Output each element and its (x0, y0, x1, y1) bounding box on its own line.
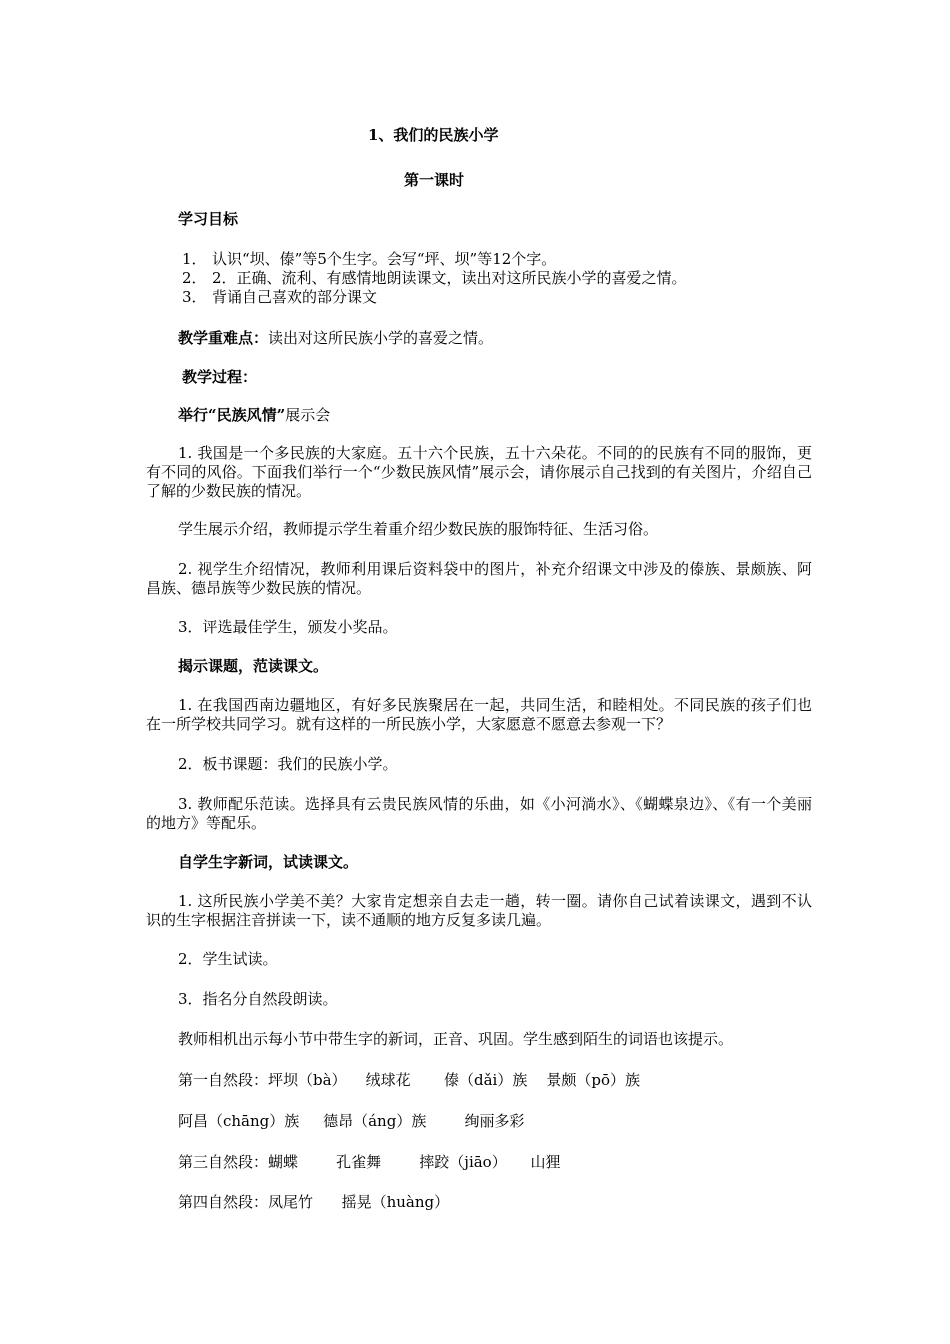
page-subtitle: 第一课时 (404, 171, 465, 189)
paragraph: 3. 教师配乐范读。选择具有云贵民族风情的乐曲，如《小河淌水》、《蝴蝶泉边》、《有一个美丽的地方》等配乐。 (146, 795, 812, 832)
section-heading: 揭示课题，范读课文。 (178, 657, 329, 675)
objective-text: 2．正确、流利、有感情地朗读课文，读出对这所民族小学的喜爱之情。 (212, 269, 687, 287)
vocabulary-line: 阿昌（chāng）族 德昂（áng）族 绚丽多彩 (178, 1112, 525, 1130)
section-heading: 自学生字新词，试读课文。 (178, 853, 359, 871)
vocabulary-line: 第四自然段：凤尾竹 摇晃（huàng） (178, 1193, 450, 1211)
objective-text: 认识“坝、傣”等5个生字。会写“坪、坝”等12个字。 (212, 250, 557, 268)
objective-number: 3． (182, 288, 207, 306)
vocabulary-line: 第三自然段：蝴蝶 孔雀舞 摔跤（jiāo） 山狸 (178, 1153, 561, 1171)
paragraph: 2. 视学生介绍情况，教师利用课后资料袋中的图片，补充介绍课文中涉及的傣族、景颇族、阿昌族、德昂族等少数民族的情况。 (146, 560, 812, 597)
section-heading-bold: 举行“民族风情” (178, 406, 286, 424)
key-points-label: 教学重难点： (178, 329, 269, 347)
paragraph: 2．学生试读。 (178, 950, 278, 968)
paragraph: 学生展示介绍，教师提示学生着重介绍少数民族的服饰特征、生活习俗。 (178, 520, 659, 538)
paragraph: 1. 我国是一个多民族的大家庭。五十六个民族，五十六朵花。不同的的民族有不同的服饰，更有不同的风俗。下面我们举行一个“少数民族风情”展示会，请你展示自己找到的有关图片，介绍自己了解的少数民族的情况。 (146, 444, 812, 500)
objective-number: 1． (182, 250, 207, 268)
paragraph: 1. 在我国西南边疆地区，有好多民族聚居在一起，共同生活，和睦相处。不同民族的孩子们也在一所学校共同学习。就有这样的一所民族小学，大家愿意不愿意去参观一下？ (146, 696, 812, 733)
paragraph: 教师相机出示每小节中带生字的新词，正音、巩固。学生感到陌生的词语也该提示。 (178, 1030, 734, 1048)
key-points (178, 329, 493, 348)
objective-text: 背诵自己喜欢的部分课文 (212, 288, 378, 306)
process-heading: 教学过程： (182, 368, 258, 386)
key-points-text: 读出对这所民族小学的喜爱之情。 (268, 329, 494, 347)
objective-item (182, 269, 687, 288)
section-heading (178, 406, 330, 425)
section-heading-rest: 展示会 (285, 406, 331, 424)
vocabulary-line: 第一自然段：坪坝（bà） 绒球花 傣（dǎi）族 景颇（pō）族 (178, 1071, 641, 1089)
paragraph: 3．评选最佳学生，颁发小奖品。 (178, 618, 398, 636)
objective-number: 2． (182, 269, 207, 287)
page-title: 1、我们的民族小学 (368, 126, 499, 144)
paragraph: 3．指名分自然段朗读。 (178, 990, 338, 1008)
paragraph: 2．板书课题：我们的民族小学。 (178, 755, 398, 773)
paragraph: 1. 这所民族小学美不美？大家肯定想亲自去走一趟，转一圈。请你自己试着读课文，遇到不认识的生字根据注音拼读一下，读不通顺的地方反复多读几遍。 (146, 892, 812, 929)
objectives-heading: 学习目标 (178, 210, 239, 228)
objective-item (182, 288, 377, 307)
objective-item (182, 250, 556, 269)
